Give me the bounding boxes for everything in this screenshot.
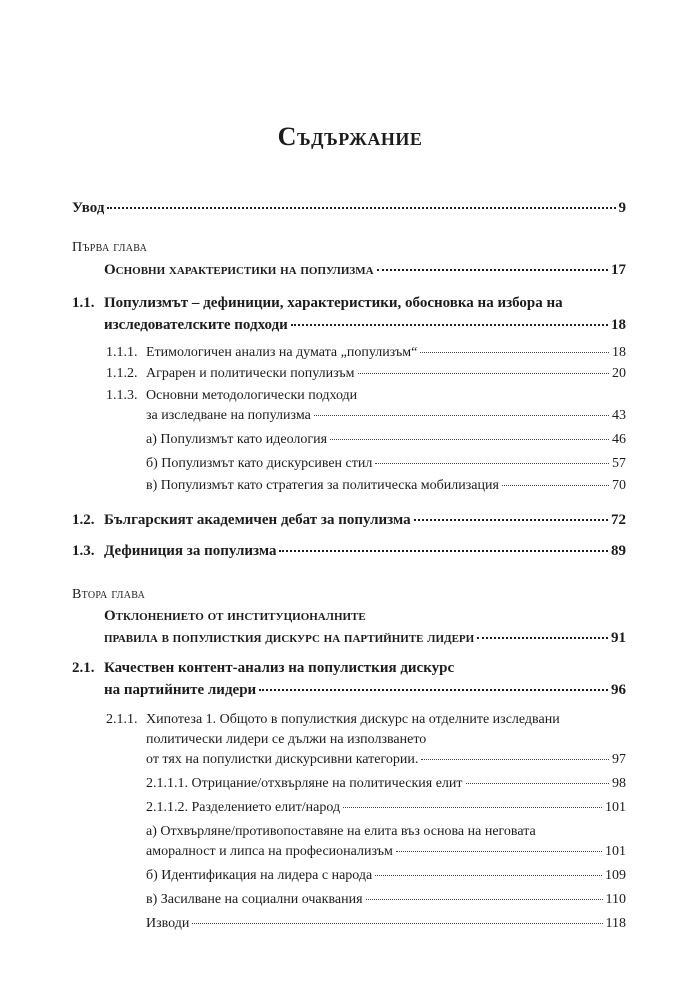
section-number: 1.1.2. <box>106 366 138 381</box>
toc-entry-label: Увод <box>72 200 105 216</box>
toc-entry-chapter-2[interactable] <box>104 630 626 647</box>
section-number: 2.1. <box>72 660 95 676</box>
toc-entry-label: аморалност и липса на професионализъм <box>146 844 393 859</box>
toc-entry-label: правила в популисткия дискурс на партийните лидери <box>104 630 475 646</box>
dot-leader <box>279 550 608 552</box>
dot-leader <box>343 807 602 808</box>
section-number: 1.1.3. <box>106 388 138 403</box>
toc-entry-label: б) Популизмът като дискурсивен стил <box>146 456 373 471</box>
toc-entry-label: Аграрен и политически популизъм <box>146 366 355 381</box>
dot-leader <box>375 463 609 464</box>
dot-leader <box>502 485 609 486</box>
toc-entry-label: Популизмът – дефиниции, характеристики, обосновка на избора на <box>104 295 563 311</box>
page-number: 98 <box>612 776 626 791</box>
page-number: 70 <box>612 478 626 493</box>
section-number: 2.1.1. <box>106 712 138 727</box>
page-number: 17 <box>611 262 626 278</box>
dot-leader <box>421 759 609 760</box>
dot-leader <box>420 352 609 353</box>
toc-entry-2-1-1-2-a[interactable] <box>146 844 626 860</box>
toc-entry-1-1-3[interactable] <box>146 408 626 424</box>
dot-leader <box>366 899 603 900</box>
dot-leader <box>107 207 615 209</box>
dot-leader <box>291 324 608 326</box>
toc-entry-chapter-1[interactable] <box>104 262 626 279</box>
toc-entry-label: 2.1.1.1. Отрицание/отхвърляне на политическия елит <box>146 776 463 791</box>
chapter-label: Втора глава <box>72 587 146 602</box>
page-number: 9 <box>618 200 626 216</box>
dot-leader <box>375 875 602 876</box>
toc-entry-label: Отклонението от институционалните <box>104 608 366 624</box>
page-number: 57 <box>612 456 626 471</box>
dot-leader <box>414 519 608 521</box>
toc-entry-label: от тях на популистки дискурсивни категории. <box>146 752 419 767</box>
toc-entry-label: за изследване на популизма <box>146 408 311 423</box>
page-number: 43 <box>612 408 626 423</box>
toc-entry-label: 2.1.1.2. Разделението елит/народ <box>146 800 341 815</box>
dot-leader <box>466 783 609 784</box>
dot-leader <box>192 923 602 924</box>
page-number: 118 <box>605 916 626 931</box>
page-number: 20 <box>612 366 626 381</box>
toc-entry-label: Качествен контент-анализ на популисткия дискурс <box>104 660 455 676</box>
toc-entry-2-1[interactable] <box>104 682 626 699</box>
toc-entry-label: Основни характеристики на популизма <box>104 262 374 278</box>
toc-entry-1-2[interactable] <box>104 512 626 529</box>
toc-entry-label: на партийните лидери <box>104 682 257 698</box>
toc-entry-label: Дефиниция за популизма <box>104 543 277 559</box>
section-number: 1.1. <box>72 295 95 311</box>
dot-leader <box>477 637 608 639</box>
page-number: 101 <box>605 800 626 815</box>
toc-entry-2-1-1-2[interactable] <box>146 800 626 816</box>
toc-entry-label: Изводи <box>146 916 190 931</box>
page-title: Съдържание <box>277 122 423 151</box>
page-number: 18 <box>611 317 626 333</box>
toc-entry-1-1-2[interactable] <box>146 366 626 382</box>
toc-entry-label: в) Популизмът като стратегия за политическа мобилизация <box>146 478 499 493</box>
toc-entry-1-1-3-b[interactable] <box>146 456 626 472</box>
toc-entry-1-1-1[interactable] <box>146 345 626 361</box>
page-number: 96 <box>611 682 626 698</box>
toc-entry-label: Етимологичен анализ на думата „популизъм“ <box>146 345 418 360</box>
toc-entry-1-1[interactable] <box>104 317 626 334</box>
page-number: 91 <box>611 630 626 646</box>
toc-entry-1-1-3-a[interactable] <box>146 432 626 448</box>
page-number: 89 <box>611 543 626 559</box>
dot-leader <box>259 689 608 691</box>
toc-entry-label: а) Популизмът като идеология <box>146 432 328 447</box>
toc-entry-2-1-1-2-c[interactable] <box>146 892 626 908</box>
toc-entry-1-3[interactable] <box>104 543 626 560</box>
section-number: 1.1.1. <box>106 345 138 360</box>
toc-entry-2-1-1-2-b[interactable] <box>146 868 626 884</box>
toc-entry-label: б) Идентификация на лидера с народа <box>146 868 373 883</box>
toc-entry-label: политически лидери се дължи на използването <box>146 732 427 747</box>
page-number: 101 <box>605 844 626 859</box>
toc-entry-label: в) Засилване на социални очаквания <box>146 892 363 907</box>
toc-entry-2-1-1-conclusions[interactable] <box>146 916 626 932</box>
dot-leader <box>330 439 609 440</box>
section-number: 1.2. <box>72 512 95 528</box>
chapter-label: Първа глава <box>72 240 148 255</box>
toc-entry-label: а) Отхвърляне/противопоставяне на елита въз основа на неговата <box>146 824 536 839</box>
page-number: 18 <box>612 345 626 360</box>
page-number: 110 <box>605 892 626 907</box>
section-number: 1.3. <box>72 543 95 559</box>
toc-entry-2-1-1[interactable] <box>146 752 626 768</box>
dot-leader <box>377 269 608 271</box>
dot-leader <box>314 415 609 416</box>
toc-entry-2-1-1-1[interactable] <box>146 776 626 792</box>
toc-entry-intro[interactable] <box>72 200 626 217</box>
page-number: 97 <box>612 752 626 767</box>
toc-entry-label: Хипотеза 1. Общото в популисткия дискурс на отделните изследвани <box>146 712 560 727</box>
toc-entry-label: Българският академичен дебат за популизма <box>104 512 411 528</box>
page-number: 109 <box>605 868 626 883</box>
page-number: 72 <box>611 512 626 528</box>
page-number: 46 <box>612 432 626 447</box>
dot-leader <box>396 851 602 852</box>
toc-entry-label: Основни методологически подходи <box>146 388 358 403</box>
toc-entry-1-1-3-c[interactable] <box>146 478 626 494</box>
toc-entry-label: изследователските подходи <box>104 317 288 333</box>
dot-leader <box>358 373 609 374</box>
